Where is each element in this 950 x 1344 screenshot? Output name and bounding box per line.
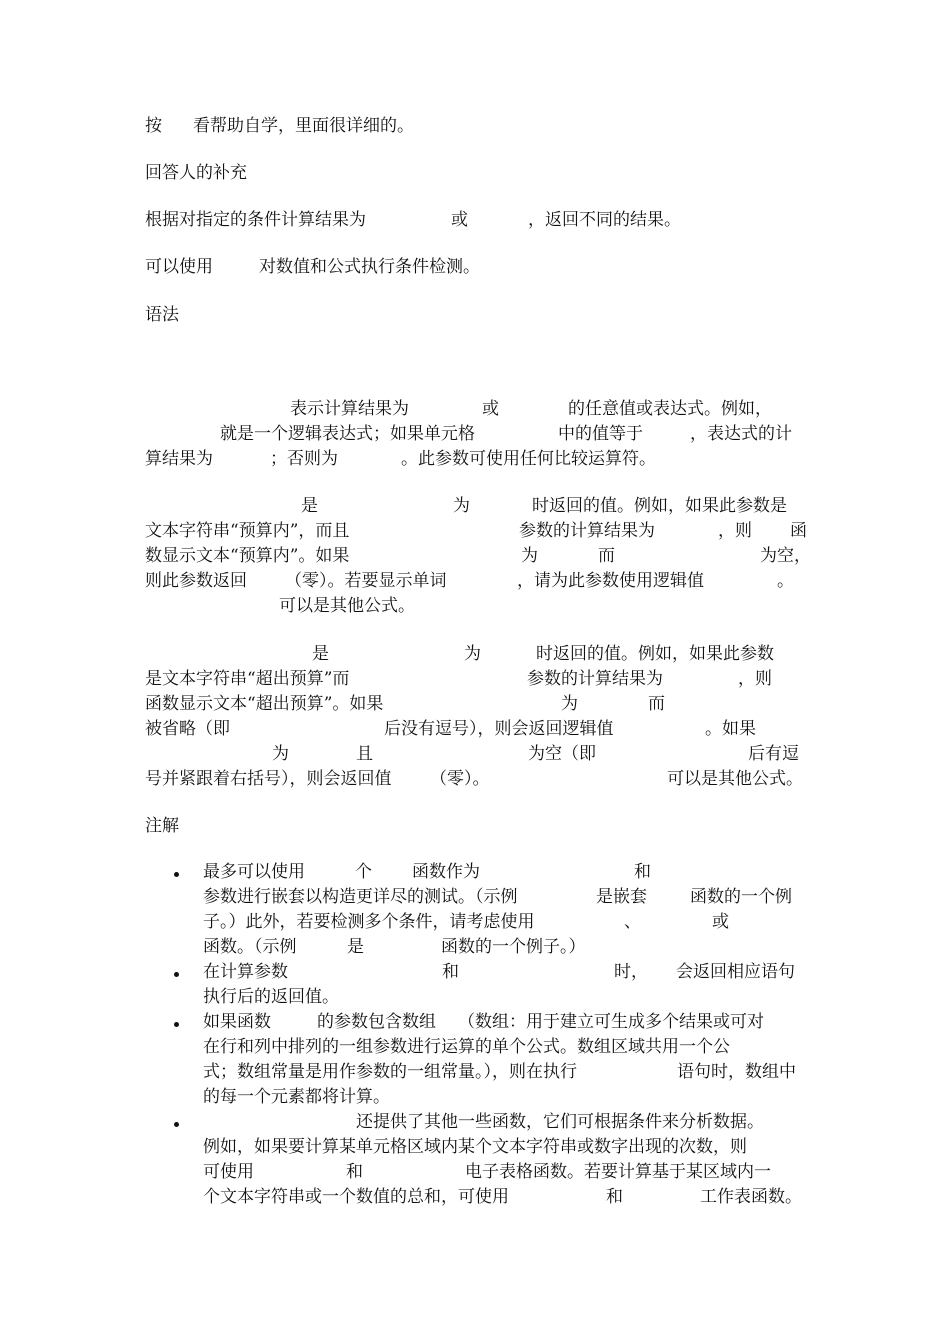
text-fragment: （零）。 (430, 769, 490, 789)
text-fragment: 则此参数返回 (145, 571, 247, 591)
text-fragment: ，则 (738, 669, 772, 689)
text-fragment: 和 (442, 962, 459, 982)
text-fragment: 为空， (760, 546, 811, 566)
text-fragment: 或 (712, 912, 729, 932)
text-fragment: 表示计算结果为 (290, 399, 409, 419)
text-fragment: 函数的一个例子。） (441, 937, 586, 957)
text-fragment: 是 (312, 644, 329, 664)
text-fragment: 。 (777, 571, 794, 591)
text-fragment: （零）。若要显示单词 (285, 571, 447, 591)
text-fragment: 语句时，数组中 (677, 1062, 796, 1082)
text-fragment: 且 (356, 744, 373, 764)
text-fragment: 就是一个逻辑表达式；如果单元格 (220, 424, 475, 444)
text-fragment: 可以使用 (145, 257, 213, 277)
text-fragment: 是嵌套 (596, 887, 647, 907)
section-heading: 语法 (145, 305, 179, 325)
text-fragment: 。此参数可使用任何比较运算符。 (401, 449, 656, 469)
text-fragment: 在计算参数 (203, 962, 288, 982)
text-fragment: 最多可以使用 (203, 862, 305, 882)
text-fragment: 和 (346, 1162, 363, 1182)
text-fragment: 是文本字符串“超出预算”而 (145, 669, 350, 689)
text-fragment: 函数。（示例 (203, 937, 297, 957)
text-fragment: 文本字符串“预算内”，而且 (145, 521, 350, 541)
text-fragment: 中的值等于 (558, 424, 643, 444)
text-fragment: 如果函数 (203, 1012, 271, 1032)
text-fragment: 号并紧跟着右括号），则会返回值 (145, 769, 392, 789)
text-fragment: 对数值和公式执行条件检测。 (259, 257, 480, 277)
text-fragment: 工作表函数。 (700, 1187, 802, 1207)
text-fragment: 和 (634, 862, 651, 882)
text-fragment: ，返回不同的结果。 (528, 210, 681, 230)
text-fragment: 的参数包含数组 (317, 1012, 436, 1032)
text-fragment: 时返回的值。例如，如果此参数 (536, 644, 774, 664)
text-fragment: ，则 (718, 521, 752, 541)
text-fragment: 子。）此外，若要检测多个条件，请考虑使用 (203, 912, 535, 932)
text-fragment: 或 (451, 210, 468, 230)
text-fragment: 被省略（即 (145, 719, 230, 739)
text-fragment: 后没有逗号），则会返回逻辑值 (384, 719, 614, 739)
text-fragment: 、 (624, 912, 641, 932)
bullet-icon (174, 972, 179, 977)
text-fragment: 的每一个元素都将计算。 (203, 1087, 390, 1107)
text-fragment: 例如，如果要计算某单元格区域内某个文本字符串或数字出现的次数，则 (203, 1137, 747, 1157)
text-fragment: 和 (606, 1187, 623, 1207)
text-fragment: （数组：用于建立可生成多个结果或可对 (458, 1012, 764, 1032)
text-fragment: 为 (453, 496, 470, 516)
text-fragment: 可以是其他公式。 (279, 596, 415, 616)
text-fragment: 函 (790, 521, 807, 541)
text-fragment: 或 (482, 399, 499, 419)
text-fragment: 时， (614, 962, 648, 982)
section-heading: 回答人的补充 (145, 163, 247, 183)
text-fragment: 为空（即 (528, 744, 596, 764)
text-fragment: 而 (598, 546, 615, 566)
bullet-icon (174, 1022, 179, 1027)
text-fragment: 函数的一个例 (690, 887, 792, 907)
text-fragment: 为 (464, 644, 481, 664)
text-fragment: 会返回相应语句 (676, 962, 795, 982)
text-fragment: ，请为此参数使用逻辑值 (517, 571, 704, 591)
text-fragment: 个 (355, 862, 372, 882)
text-fragment: 在行和列中排列的一组参数进行运算的单个公式。数组区域共用一个公 (203, 1037, 730, 1057)
text-fragment: 的任意值或表达式。例如， (568, 399, 772, 419)
text-fragment: 为 (521, 546, 538, 566)
text-fragment: 为 (561, 694, 578, 714)
section-heading: 注解 (145, 816, 179, 836)
text-fragment: 还提供了其他一些函数，它们可根据条件来分析数据。 (356, 1112, 764, 1132)
bullet-icon (174, 872, 179, 877)
text-fragment: 可以是其他公式。 (667, 769, 803, 789)
text-fragment: 电子表格函数。若要计算基于某区域内一 (465, 1162, 771, 1182)
text-fragment: 而 (648, 694, 665, 714)
text-fragment: 参数的计算结果为 (519, 521, 655, 541)
text-fragment: 函数作为 (412, 862, 480, 882)
text-fragment: 数显示文本“预算内”。如果 (145, 546, 350, 566)
text-fragment: 个文本字符串或一个数值的总和，可使用 (203, 1187, 509, 1207)
text-fragment: 可使用 (203, 1162, 254, 1182)
text-fragment: 参数的计算结果为 (527, 669, 663, 689)
text-fragment: 看帮助自学，里面很详细的。 (193, 116, 414, 136)
bullet-icon (174, 1122, 179, 1127)
text-fragment: 时返回的值。例如，如果此参数是 (532, 496, 787, 516)
text-fragment: 是 (301, 496, 318, 516)
text-fragment: 按 (145, 116, 162, 136)
text-fragment: ；否则为 (270, 449, 338, 469)
text-fragment: 参数进行嵌套以构造更详尽的测试。（示例 (203, 887, 518, 907)
text-fragment: 为 (272, 744, 289, 764)
text-fragment: 执行后的返回值。 (203, 987, 339, 1007)
text-fragment: 。如果 (705, 719, 756, 739)
text-fragment: ，表达式的计 (690, 424, 792, 444)
text-fragment: 函数显示文本“超出预算”。如果 (145, 694, 384, 714)
text-fragment: 式；数组常量是用作参数的一组常量。），则在执行 (203, 1062, 577, 1082)
text-fragment: 是 (347, 937, 364, 957)
text-fragment: 后有逗 (748, 744, 799, 764)
text-fragment: 算结果为 (145, 449, 213, 469)
text-fragment: 根据对指定的条件计算结果为 (145, 210, 366, 230)
